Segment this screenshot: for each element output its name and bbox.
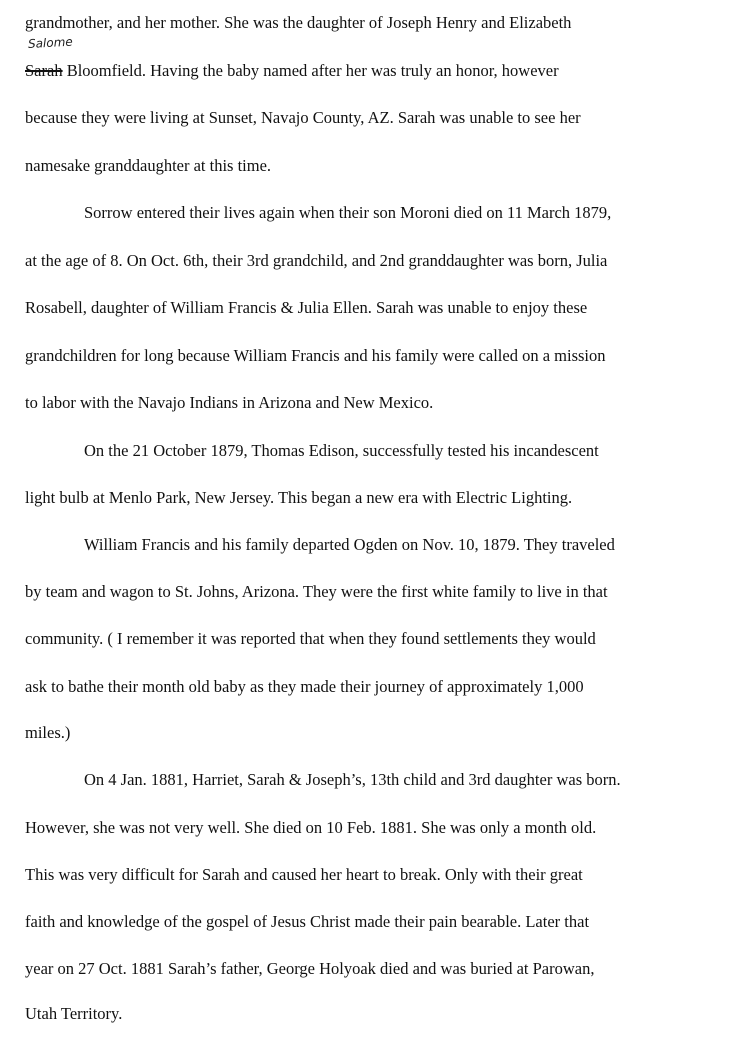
text-line: This was very difficult for Sarah and caused her heart to break. Only with their great [25,865,583,884]
text-line: at the age of 8. On Oct. 6th, their 3rd grandchild, and 2nd granddaughter was born, Julia [25,251,608,270]
text-line: William Francis and his family departed Ogden on Nov. 10, 1879. They traveled [84,535,615,554]
text-line: On 4 Jan. 1881, Harriet, Sarah & Joseph’s, 13th child and 3rd daughter was born. [84,770,621,789]
handwritten-correction: Salome [27,34,74,51]
text-line: because they were living at Sunset, Navajo County, AZ. Sarah was unable to see her [25,108,581,127]
text-line: to labor with the Navajo Indians in Arizona and New Mexico. [25,393,434,412]
text-line: faith and knowledge of the gospel of Jesus Christ made their pain bearable. Later that [25,912,590,931]
text-line: grandmother, and her mother. She was the daughter of Joseph Henry and Elizabeth [25,13,572,32]
text-line: On the 21 October 1879, Thomas Edison, successfully tested his incandescent [84,441,599,460]
text-line: grandchildren for long because William Francis and his family were called on a mission [25,346,606,365]
struck-word: Sarah [25,61,63,80]
text-line: Utah Territory. [25,1004,123,1023]
text-line [25,61,559,81]
text-line: namesake granddaughter at this time. [25,156,272,175]
text-line: by team and wagon to St. Johns, Arizona. They were the first white family to live in that [25,582,608,601]
text-line: year on 27 Oct. 1881 Sarah’s father, George Holyoak died and was buried at Parowan, [25,959,595,978]
text-line: However, she was not very well. She died on 10 Feb. 1881. She was only a month old. [25,818,597,837]
text-line: Rosabell, daughter of William Francis & Julia Ellen. Sarah was unable to enjoy these [25,298,588,317]
line-text: Bloomfield. Having the baby named after her was truly an honor, however [62,61,559,80]
text-line: miles.) [25,723,71,742]
text-line: community. ( I remember it was reported that when they found settlements they would [25,629,596,648]
text-line: Sorrow entered their lives again when their son Moroni died on 11 March 1879, [84,203,612,222]
text-line: light bulb at Menlo Park, New Jersey. This began a new era with Electric Lighting. [25,488,573,507]
text-line: ask to bathe their month old baby as they made their journey of approximately 1,000 [25,677,584,696]
